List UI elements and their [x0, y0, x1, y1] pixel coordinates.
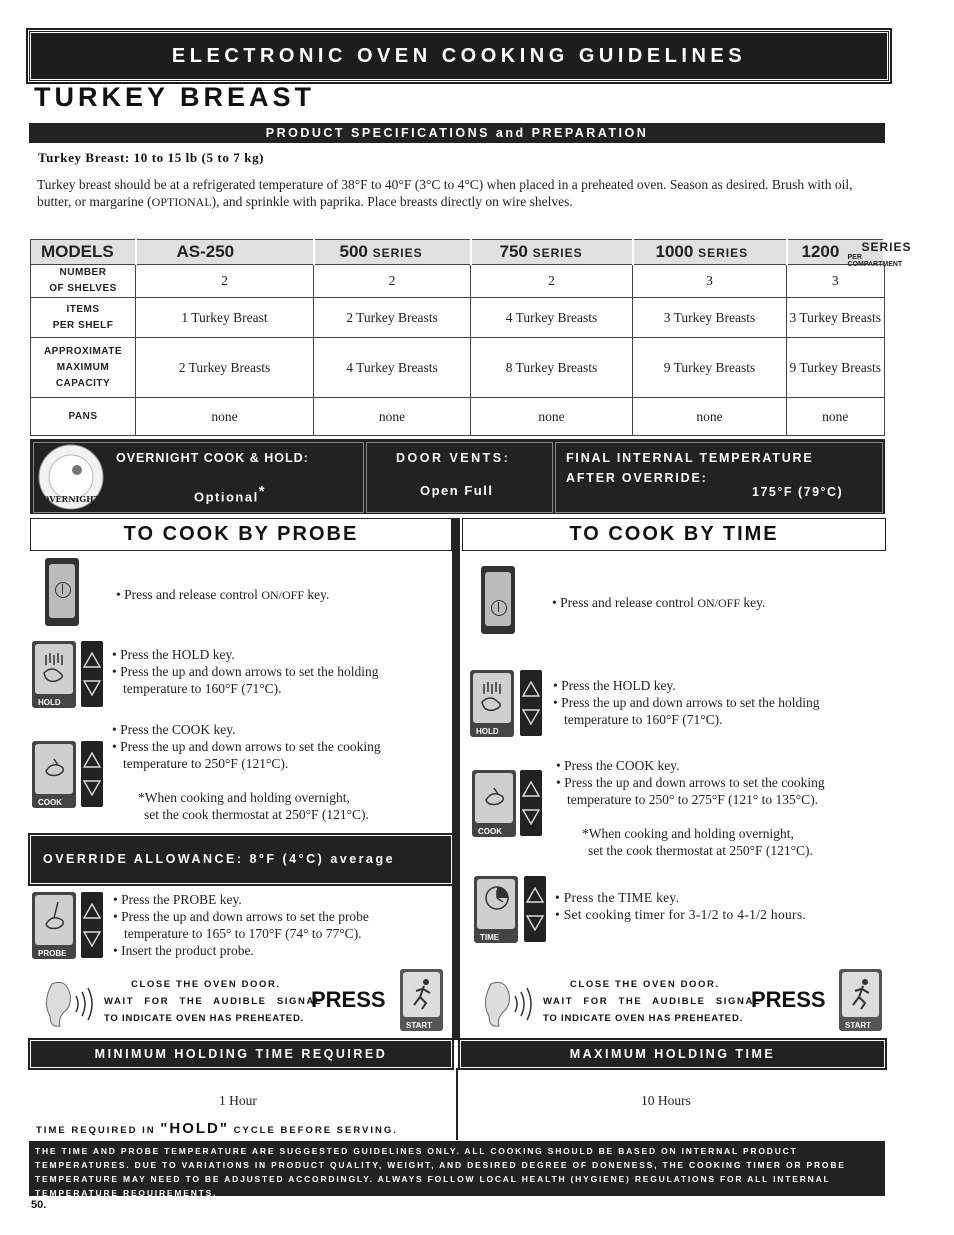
probe-press-label: PRESS	[311, 987, 386, 1012]
probe-close-door: CLOSE THE OVEN DOOR.	[131, 979, 281, 990]
spec-bar-label: PRODUCT SPECIFICATIONS and PREPARATION	[265, 126, 649, 140]
probe-preheated: TO INDICATE OVEN HAS PREHEATED.	[104, 1013, 305, 1024]
overnight-box	[33, 442, 364, 513]
door-vents-label: DOOR VENTS:	[396, 451, 511, 465]
table-cell: 1 Turkey Breast	[136, 298, 314, 338]
time-cook-key-icon: COOK	[472, 770, 516, 837]
table-cell: 3	[787, 265, 885, 298]
banner	[28, 30, 890, 82]
table-cell: 4 Turkey Breasts	[314, 338, 471, 398]
time-step-hold: • Press the HOLD key. • Press the up and down arrows to set the holding temperature to 160°F (71°C).	[553, 678, 820, 727]
time-arrows-icon	[524, 876, 546, 942]
final-temp-label-2: AFTER OVERRIDE:	[566, 471, 708, 485]
intro-text-1: Turkey breast should be at a refrigerated temperature of 38°F to 40°F (3°C to 4°C) when placed in a preheated oven. Season as desired. Brush with oil, butter, or margarine (	[37, 177, 853, 209]
probe-hold-arrows-icon	[81, 641, 103, 707]
time-preheated: TO INDICATE OVEN HAS PREHEATED.	[543, 1013, 744, 1024]
row-label-pans: PANS	[31, 398, 136, 436]
cook-key-icon: COOK	[32, 741, 76, 808]
column-divider	[452, 518, 460, 1040]
min-holding-time: 1 Hour	[219, 1093, 257, 1108]
time-start-key[interactable]: START	[839, 969, 882, 1031]
model-header-3: 1000 SERIES	[633, 240, 787, 265]
spec-bar	[29, 123, 885, 143]
probe-cook-note: *When cooking and holding overnight, set the cook thermostat at 250°F (121°C).	[138, 790, 369, 822]
time-onoff-key-icon	[481, 566, 515, 634]
min-holding-label: MINIMUM HOLDING TIME REQUIRED	[94, 1047, 388, 1061]
svg-text:OVERNIGHT: OVERNIGHT	[42, 494, 100, 504]
table-cell: none	[136, 398, 314, 436]
models-header-row	[31, 240, 885, 265]
time-key-icon: TIME	[474, 876, 518, 943]
probe-cook-arrows-icon	[81, 741, 103, 807]
table-row-pans	[31, 398, 885, 436]
model-header-4: 1200 SERIES PER COMPARTMENT	[787, 240, 885, 265]
model-header-2: 750 SERIES	[471, 240, 633, 265]
intro-optional: OPTIONAL	[151, 195, 212, 209]
probe-key-icon: PROBE	[32, 892, 76, 959]
probe-probe-arrows-icon	[81, 892, 103, 958]
table-cell: 2	[314, 265, 471, 298]
time-heading: TO COOK BY TIME	[462, 518, 886, 551]
overnight-logo-icon	[37, 444, 105, 510]
time-hold-arrows-icon	[520, 670, 542, 736]
product-weight: Turkey Breast: 10 to 15 lb (5 to 7 kg)	[38, 150, 265, 165]
table-cell: 4 Turkey Breasts	[471, 298, 633, 338]
time-step-cook: • Press the COOK key. • Press the up and down arrows to set the cooking temperature to 250° to 275°F (121° to 135°C).	[556, 758, 825, 807]
probe-step-hold: • Press the HOLD key. • Press the up and down arrows to set the holding temperature to 160°F (71°C).	[112, 647, 379, 696]
table-cell: 3 Turkey Breasts	[633, 298, 787, 338]
banner-title: ELECTRONIC OVEN COOKING GUIDELINES	[171, 45, 747, 67]
model-header-0: AS-250	[136, 240, 314, 265]
max-holding-bar	[460, 1040, 885, 1068]
table-cell: 3 Turkey Breasts	[787, 298, 885, 338]
probe-step-probe: • Press the PROBE key. • Press the up and down arrows to set the probe temperature to 165° to 170°F (74° to 77°C). • Insert the product probe.	[113, 892, 369, 958]
probe-step-cook: • Press the COOK key. • Press the up and down arrows to set the cooking temperature to 250°F (121°C).	[112, 722, 381, 771]
row-label-capacity: APPROXIMATE MAXIMUM CAPACITY	[31, 338, 136, 398]
holding-divider	[456, 1068, 458, 1140]
probe-heading: TO COOK BY PROBE	[30, 518, 452, 551]
page-number: 50.	[31, 1199, 47, 1211]
table-cell: none	[471, 398, 633, 436]
table-cell: none	[787, 398, 885, 436]
table-cell: 9 Turkey Breasts	[787, 338, 885, 398]
disclaimer	[29, 1141, 885, 1196]
time-step-timer: • Press the TIME key. • Set cooking timer for 3-1/2 to 4-1/2 hours.	[555, 890, 807, 922]
override-text: OVERRIDE ALLOWANCE: 8°F (4°C) average	[43, 852, 396, 866]
table-cell: 8 Turkey Breasts	[471, 338, 633, 398]
overnight-label: OVERNIGHT COOK & HOLD:	[116, 451, 309, 465]
time-required-note: TIME REQUIRED IN "HOLD" CYCLE BEFORE SERVING.	[36, 1120, 398, 1137]
row-label-items: ITEMS PER SHELF	[31, 298, 136, 338]
intro-text-2: ), and sprinkle with paprika. Place breasts directly on wire shelves.	[211, 194, 573, 209]
info-strip	[30, 439, 885, 514]
hold-key-icon: HOLD	[32, 641, 76, 708]
time-ear-icon	[477, 978, 539, 1030]
time-cook-note: *When cooking and holding overnight, set the cook thermostat at 250°F (121°C).	[582, 826, 813, 858]
table-row-capacity	[31, 338, 885, 398]
probe-step-onoff: • Press and release control ON/OFF key.	[116, 587, 330, 602]
models-label: MODELS	[31, 240, 136, 265]
time-wait-signal: WAIT FOR THE AUDIBLE SIGNAL	[543, 996, 762, 1007]
max-holding-time: 10 Hours	[641, 1093, 691, 1108]
time-close-door: CLOSE THE OVEN DOOR.	[570, 979, 720, 990]
table-cell: 2	[471, 265, 633, 298]
models-table	[30, 239, 912, 436]
table-cell: 2 Turkey Breasts	[314, 298, 471, 338]
runner-icon	[847, 977, 875, 1011]
time-step-onoff: • Press and release control ON/OFF key.	[552, 595, 766, 610]
runner-icon	[408, 977, 436, 1011]
table-cell: 3	[633, 265, 787, 298]
probe-ear-icon	[38, 978, 100, 1030]
final-temp-box	[555, 442, 883, 513]
probe-wait-signal: WAIT FOR THE AUDIBLE SIGNAL	[104, 996, 323, 1007]
page-title: TURKEY BREAST	[34, 82, 316, 112]
table-cell: 2 Turkey Breasts	[136, 338, 314, 398]
table-cell: none	[633, 398, 787, 436]
door-vents-box	[366, 442, 553, 513]
max-holding-label: MAXIMUM HOLDING TIME	[569, 1047, 776, 1061]
table-cell: 2	[136, 265, 314, 298]
final-temp-label-1: FINAL INTERNAL TEMPERATURE	[566, 451, 814, 465]
disclaimer-text: THE TIME AND PROBE TEMPERATURE ARE SUGGESTED GUIDELINES ONLY. ALL COOKING SHOULD BE BASED ON INTERNAL PRODUCT TEMPERATURES. DUE TO VARIATIONS IN PRODUCT QUALITY, WEIGHT, AND DESIRED DEGREE OF DONENESS, THE COOKING TIMER OR PROBE TEMPERATURE MAY NEED TO BE ADJUSTED ACCORDINGLY. ALWAYS FOLLOW LOCAL HEALTH (HYGIENE) REGULATIONS FOR ALL INTERNAL TEMPERATURE REQUIREMENTS.	[35, 1146, 846, 1198]
table-cell: 9 Turkey Breasts	[633, 338, 787, 398]
override-allowance	[30, 835, 452, 884]
timer-dial-icon	[482, 884, 512, 916]
probe-start-key[interactable]: START	[400, 969, 443, 1031]
table-row-shelves	[31, 265, 885, 298]
intro-paragraph	[37, 176, 877, 211]
door-vents-value: Open Full	[420, 483, 494, 498]
table-row-items	[31, 298, 885, 338]
time-press-label: PRESS	[751, 987, 826, 1012]
model-header-1: 500 SERIES	[314, 240, 471, 265]
table-cell: none	[314, 398, 471, 436]
onoff-key-icon	[45, 558, 79, 626]
time-cook-arrows-icon	[520, 770, 542, 836]
time-hold-key-icon: HOLD	[470, 670, 514, 737]
final-temp-value: 175°F (79°C)	[752, 485, 844, 499]
min-holding-bar	[30, 1040, 452, 1068]
row-label-shelves: NUMBER OF SHELVES	[31, 265, 136, 298]
overnight-value: Optional*	[194, 483, 267, 505]
